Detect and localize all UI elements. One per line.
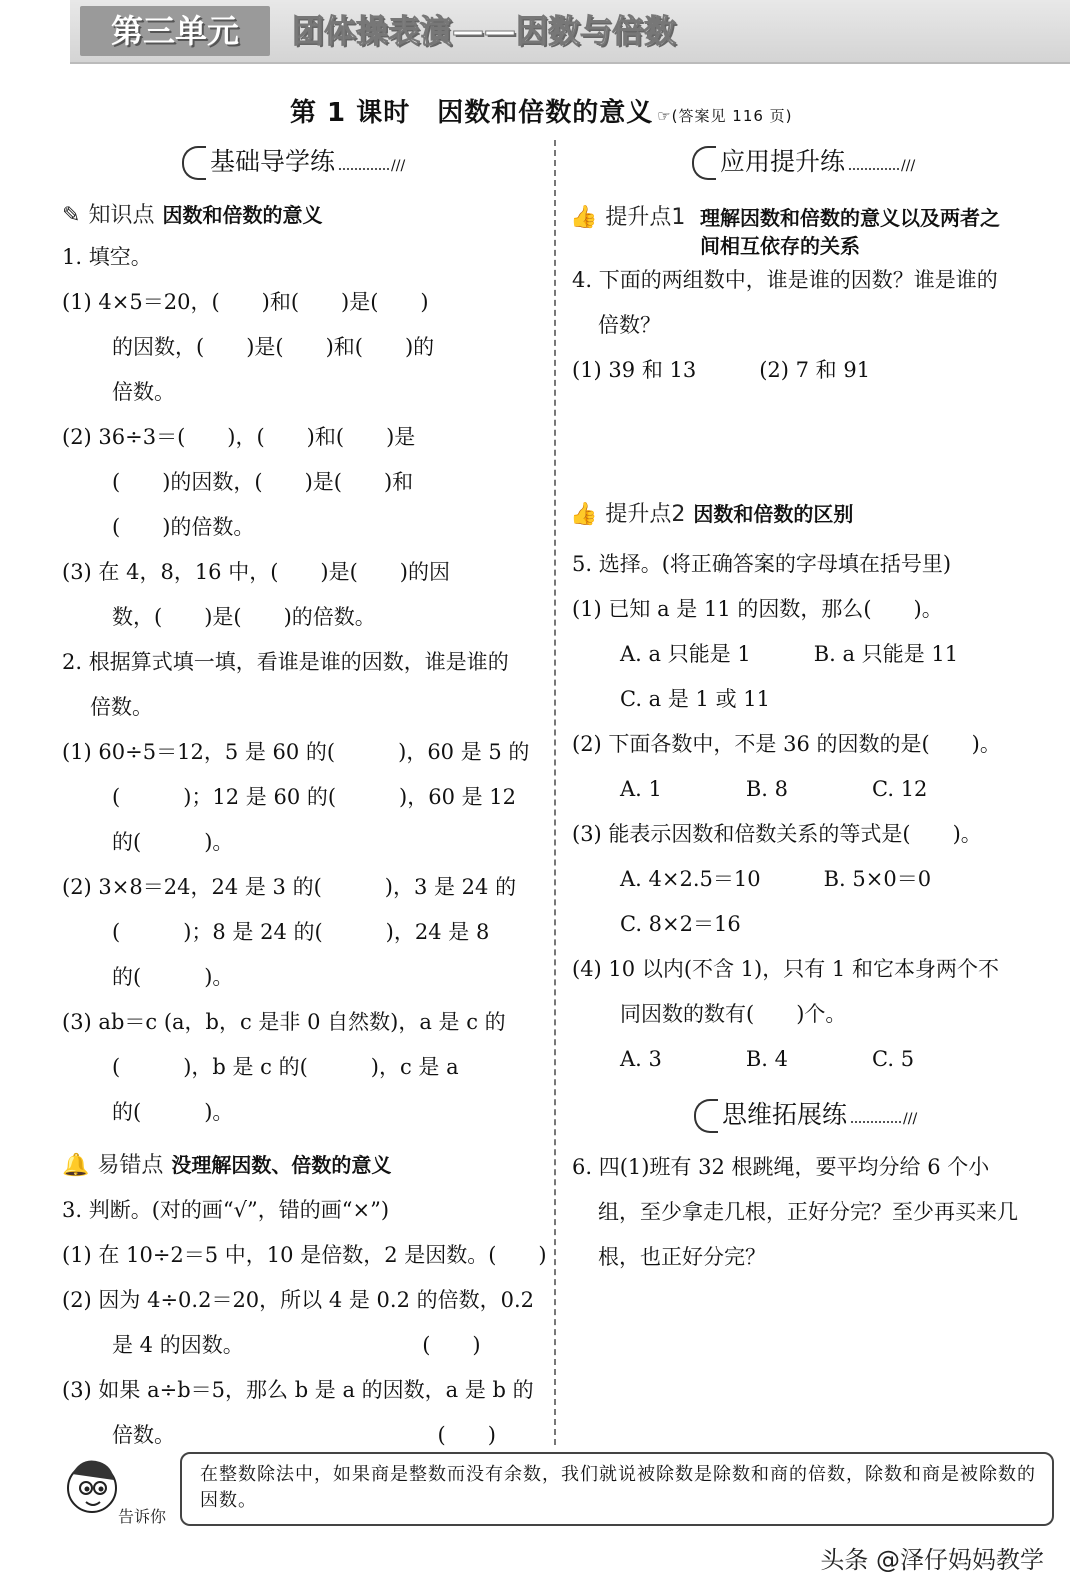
text-line: A. 4×2.5＝10 B. 5×0＝0 (620, 867, 932, 891)
text-line: (3) ab＝c (a，b，c 是非 0 自然数)，a 是 c 的 (62, 1010, 506, 1034)
text-line: 是 4 的因数。 ( ) (112, 1333, 481, 1357)
tag-knowledge-label: 知识点 (88, 203, 155, 228)
text-line: (2) 36÷3＝( )，( )和( )是 (62, 425, 416, 449)
tag-up2-label: 提升点2 (605, 502, 686, 527)
text-line: A. 1 B. 8 C. 12 (620, 777, 928, 801)
tag-error-text: 没理解因数、倍数的意义 (171, 1153, 392, 1177)
section-arc-icon (694, 1099, 718, 1133)
text-line: (1) 已知 a 是 11 的因数，那么( )。 (572, 597, 943, 621)
text-line: (1) 4×5＝20，( )和( )是( ) (62, 290, 429, 314)
text-line: 的( )。 (112, 830, 234, 854)
tag-up1-line2: 间相互依存的关系 (700, 234, 860, 258)
tag-up1 (570, 200, 693, 231)
text-line: (3) 能表示因数和倍数关系的等式是( )。 (572, 822, 982, 846)
text-line: (3) 在 4，8，16 中，( )是( )的因 (62, 560, 450, 584)
text-line: C. 8×2＝16 (620, 912, 741, 936)
tag-error (62, 1148, 391, 1179)
answer-page-note: ☞(答案见 116 页) (657, 107, 793, 125)
tag-knowledge-text: 因数和倍数的意义 (162, 203, 323, 227)
text-line: ( )的因数，( )是( )和 (112, 470, 414, 494)
section-bars-icon: /// (391, 158, 406, 174)
text-line: C. a 是 1 或 11 (620, 687, 770, 711)
text-line: (2) 下面各数中，不是 36 的因数的是( )。 (572, 732, 1001, 756)
section-applied-label: 应用提升练 (720, 147, 846, 176)
unit-badge (80, 6, 270, 56)
section-underline (851, 1121, 901, 1123)
section-arc-icon (182, 146, 206, 180)
tag-up1-desc2 (700, 230, 860, 259)
text-line: (1) 39 和 13 (2) 7 和 91 (572, 358, 871, 382)
tag-up1-desc1 (700, 202, 1000, 231)
section-underline (339, 168, 389, 170)
text-line: 2. 根据算式填一填，看谁是谁的因数，谁是谁的 (62, 650, 509, 674)
text-line: 倍数。 ( ) (112, 1423, 496, 1447)
text-line: (1) 在 10÷2＝5 中，10 是倍数，2 是因数。( ) (62, 1243, 547, 1267)
text-line: A. a 只能是 1 B. a 只能是 11 (620, 642, 959, 666)
section-applied (692, 142, 915, 180)
text-line: 3. 判断。(对的画“√”，错的画“×”) (62, 1198, 390, 1222)
tag-up2-text: 因数和倍数的区别 (693, 502, 854, 526)
pencil-icon: ✎ (62, 203, 81, 228)
thumbs-up-icon: 👍 (570, 205, 598, 230)
text-line: 的因数，( )是( )和( )的 (112, 335, 435, 359)
section-basic-label: 基础导学练 (210, 147, 336, 176)
text-line: ( )；12 是 60 的( )，60 是 12 (112, 785, 517, 809)
text-line: (1) 60÷5＝12，5 是 60 的( )，60 是 5 的 (62, 740, 530, 764)
text-line: 5. 选择。(将正确答案的字母填在括号里) (572, 552, 952, 576)
section-thinking-label: 思维拓展练 (722, 1100, 848, 1129)
tag-knowledge (62, 198, 322, 229)
text-line: 的( )。 (112, 1100, 234, 1124)
text-line: 根，也正好分完？ (598, 1245, 766, 1269)
text-line: 数，( )是( )的倍数。 (112, 605, 376, 629)
text-line: (3) 如果 a÷b＝5，那么 b 是 a 的因数，a 是 b 的 (62, 1378, 534, 1402)
text-line: 倍数？ (598, 313, 661, 337)
tag-up2 (570, 497, 853, 528)
unit-label: 第三单元 (110, 12, 239, 50)
text-line: (2) 3×8＝24，24 是 3 的( )，3 是 24 的 (62, 875, 517, 899)
text-line: (4) 10 以内(不含 1)，只有 1 和它本身两个不 (572, 957, 999, 981)
text-line: 1. 填空。 (62, 245, 152, 269)
lesson-title (290, 92, 793, 129)
section-underline (849, 168, 899, 170)
watermark: 头条 @泽仔妈妈教学 (820, 1546, 1044, 1574)
text-line: 倍数。 (112, 380, 175, 404)
tag-error-label: 易错点 (97, 1153, 164, 1178)
section-bars-icon: /// (903, 1111, 918, 1127)
text-line: ( )；8 是 24 的( )，24 是 8 (112, 920, 490, 944)
column-divider (554, 140, 556, 1445)
mascot-icon (62, 1452, 177, 1532)
tip-text: 在整数除法中，如果商是整数而没有余数，我们就说被除数是除数和商的倍数，除数和商是被除数的因数。 (200, 1464, 1036, 1511)
lesson-title-text: 第 1 课时 因数和倍数的意义 (290, 98, 654, 128)
tag-up1-line1: 理解因数和倍数的意义以及两者之 (700, 206, 1000, 230)
bell-icon: 🔔 (62, 1153, 90, 1178)
text-line: 倍数。 (90, 695, 153, 719)
text-line: (2) 因为 4÷0.2＝20，所以 4 是 0.2 的倍数，0.2 (62, 1288, 535, 1312)
text-line: A. 3 B. 4 C. 5 (620, 1047, 915, 1071)
section-basic (182, 142, 405, 180)
section-bars-icon: /// (901, 158, 916, 174)
section-arc-icon (692, 146, 716, 180)
text-line: ( )的倍数。 (112, 515, 255, 539)
text-line: 组，至少拿走几根，正好分完？至少再买来几 (598, 1200, 1018, 1224)
tip-label: 告诉你 (118, 1507, 167, 1526)
unit-title: 团体操表演——因数与倍数 (292, 12, 677, 50)
section-thinking (694, 1095, 917, 1133)
text-line: 6. 四(1)班有 32 根跳绳，要平均分给 6 个小 (572, 1155, 990, 1179)
tag-up1-label: 提升点1 (605, 205, 686, 230)
text-line: 同因数的数有( )个。 (620, 1002, 847, 1026)
text-line: 4. 下面的两组数中，谁是谁的因数？谁是谁的 (572, 268, 998, 292)
thumbs-up-icon: 👍 (570, 502, 598, 527)
text-line: 的( )。 (112, 965, 234, 989)
text-line: ( )，b 是 c 的( )，c 是 a (112, 1055, 459, 1079)
